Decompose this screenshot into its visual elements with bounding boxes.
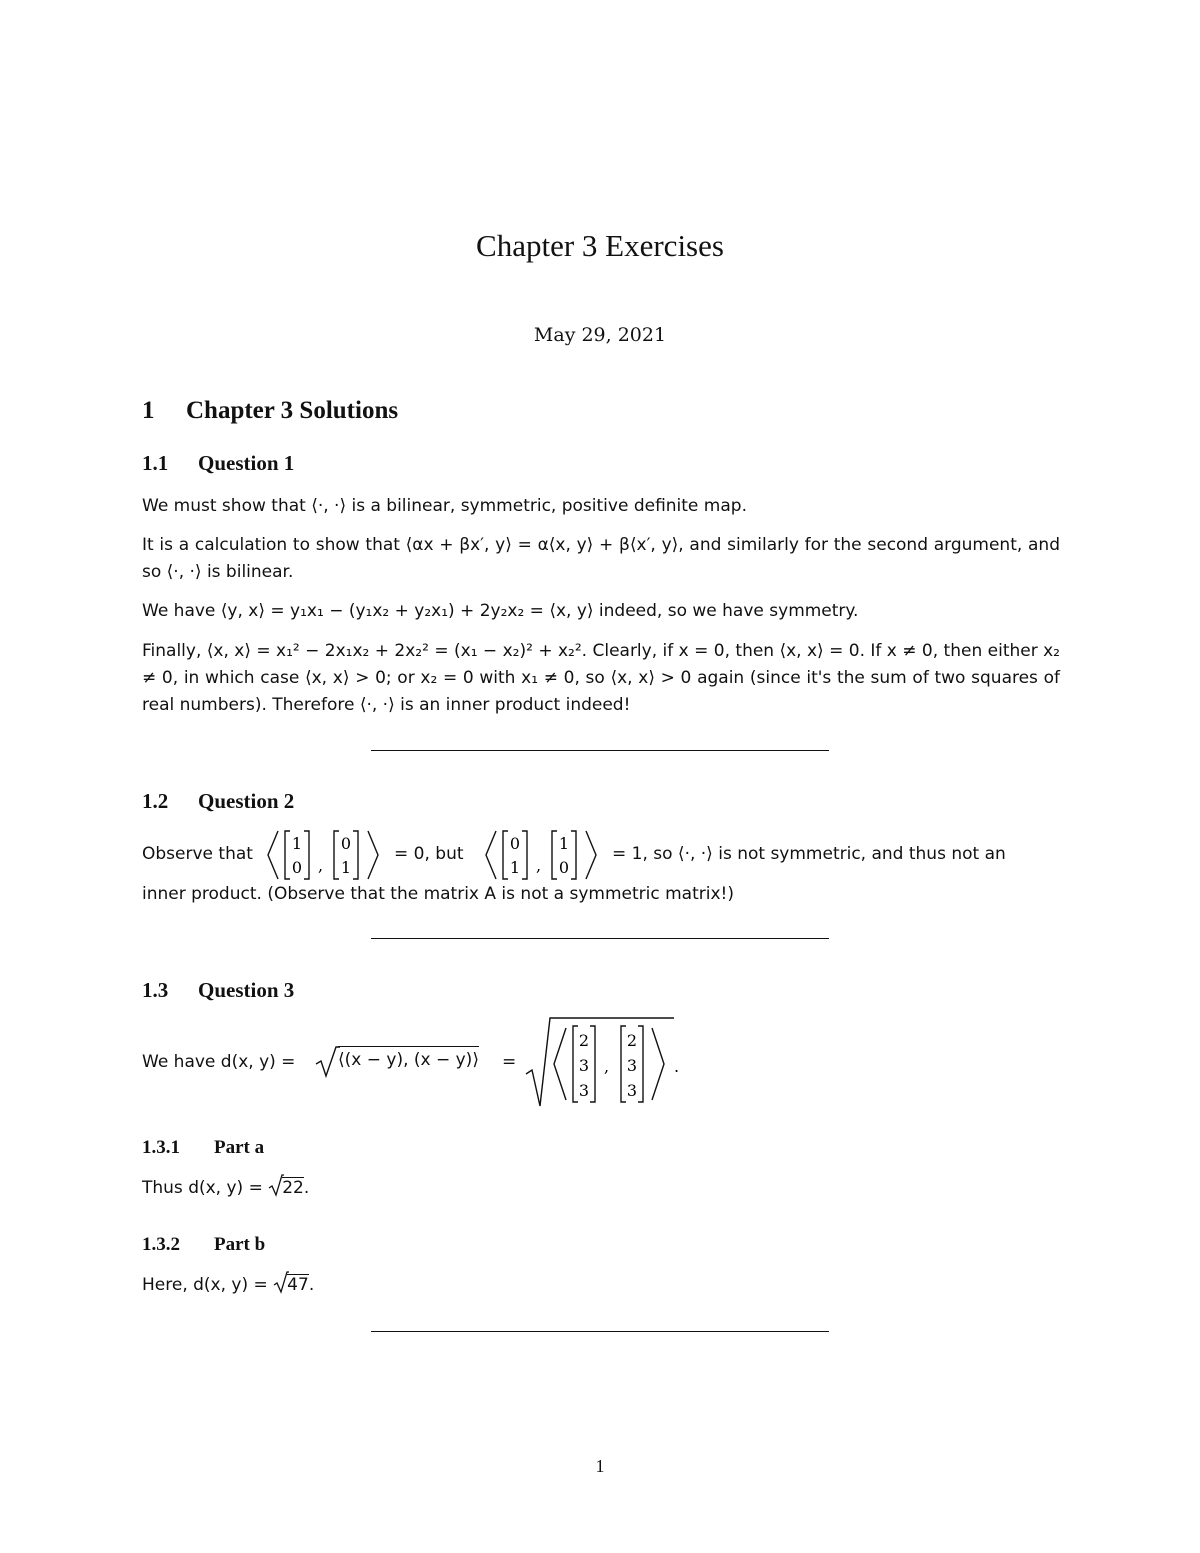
q2-inner-product-2	[482, 827, 614, 883]
q2-inner-product-1	[264, 827, 396, 883]
subsection-heading-q1	[142, 451, 294, 476]
subsection-title: Question 3	[198, 978, 295, 1002]
matrix-entry: 1	[509, 858, 521, 877]
part-a-lead: Thus d(x, y) =	[142, 1178, 269, 1198]
section-heading	[142, 397, 398, 425]
part-a-root: 22	[282, 1178, 304, 1198]
q2-equals-zero: = 0, but	[394, 844, 464, 864]
q2-equation-line	[142, 827, 1060, 883]
subsection-number: 1.3	[142, 978, 169, 1002]
subsection-title: Question 2	[198, 789, 295, 813]
page-number: 1	[595, 1456, 605, 1476]
matrix-entry: 0	[340, 834, 352, 853]
big-sqrt-icon	[526, 1018, 674, 1106]
vector-entry: 2	[578, 1031, 590, 1050]
matrix-entry: 1	[558, 834, 570, 853]
q2-paragraph-2: inner product. (Observe that the matrix A is not a symmetric matrix!)	[142, 884, 734, 904]
part-b-root: 47	[287, 1275, 309, 1295]
sqrt-expression	[268, 1178, 304, 1198]
sqrt-radicand	[338, 1046, 479, 1070]
matrix-entry: 0	[291, 858, 303, 877]
q2-observe-text: Observe that	[142, 844, 253, 864]
vector-entry: 3	[578, 1056, 590, 1075]
subsection-title: Question 1	[198, 451, 295, 475]
sqrt-icon	[314, 1044, 340, 1080]
matrix-entry: 1	[340, 858, 352, 877]
matrix-entry: 0	[558, 858, 570, 877]
horizontal-rule	[371, 1331, 829, 1332]
subsection-number: 1.1	[142, 451, 169, 475]
q3-vector-inner-product	[522, 1014, 692, 1110]
q1-paragraph-1: We must show that ⟨·, ·⟩ is a bilinear, symmetric, positive definite map.	[142, 496, 747, 516]
subsubsection-heading-part-a	[142, 1137, 264, 1159]
subsubsection-title: Part a	[214, 1137, 265, 1158]
horizontal-rule	[371, 750, 829, 751]
period: .	[303, 1178, 310, 1198]
vector-entry: 2	[626, 1031, 638, 1050]
subsection-heading-q2	[142, 789, 294, 814]
q2-equals-one: = 1, so ⟨·, ·⟩ is not symmetric, and thus not an	[612, 844, 1006, 864]
subsubsection-heading-part-b	[142, 1234, 265, 1256]
sqrt-icon	[273, 1271, 289, 1295]
vector-entry: 3	[626, 1056, 638, 1075]
period: .	[308, 1275, 315, 1295]
part-a-line	[142, 1178, 309, 1198]
q3-equation-line	[142, 1014, 1060, 1110]
vector-entry: 3	[578, 1081, 590, 1100]
part-b-line	[142, 1275, 314, 1295]
comma: ,	[318, 856, 324, 875]
subsubsection-number: 1.3.1	[142, 1137, 180, 1158]
q1-paragraph-4: Finally, ⟨x, x⟩ = x₁² − 2x₁x₂ + 2x₂² = (x₁ − x₂)² + x₂². Clearly, if x = 0, then ⟨x, x⟩ = 0. If x ≠ 0, then either x₂ ≠ 0, in which case ⟨x, x⟩ > 0; or x₂ = 0 with x₁ ≠ 0, so ⟨x, x⟩ > 0 again (since it's the sum of two squares of real numbers). Therefore ⟨·, ·⟩ is an inner product indeed!	[142, 641, 1060, 715]
q3-lead-text: We have d(x, y) =	[142, 1052, 296, 1072]
comma: ,	[536, 856, 542, 875]
matrix-entry: 0	[509, 834, 521, 853]
q3-inner-text: ⟨(x − y), (x − y)⟩	[338, 1050, 479, 1070]
q1-paragraph-3: We have ⟨y, x⟩ = y₁x₁ − (y₁x₂ + y₂x₁) + 2y₂x₂ = ⟨x, y⟩ indeed, so we have symmetry.	[142, 601, 859, 621]
q3-equals: =	[502, 1052, 517, 1072]
subsubsection-number: 1.3.2	[142, 1234, 180, 1255]
part-b-lead: Here, d(x, y) =	[142, 1275, 274, 1295]
subsection-heading-q3	[142, 978, 294, 1003]
subsection-number: 1.2	[142, 789, 169, 813]
horizontal-rule	[371, 938, 829, 939]
matrix-entry: 1	[291, 834, 303, 853]
comma: ,	[604, 1057, 610, 1076]
q1-paragraph-2: It is a calculation to show that ⟨αx + βx′, y⟩ = α⟨x, y⟩ + β⟨x′, y⟩, and similarly for the second argument, and so ⟨·, ·⟩ is bilinear.	[142, 535, 1060, 582]
section-number: 1	[142, 397, 155, 424]
period: .	[674, 1057, 680, 1076]
vector-entry: 3	[626, 1081, 638, 1100]
sqrt-icon	[268, 1174, 284, 1198]
document-title: Chapter 3 Exercises	[476, 228, 724, 263]
document-date: May 29, 2021	[533, 324, 667, 346]
section-title: Chapter 3 Solutions	[186, 397, 399, 424]
subsubsection-title: Part b	[214, 1234, 266, 1255]
sqrt-expression	[273, 1275, 309, 1295]
